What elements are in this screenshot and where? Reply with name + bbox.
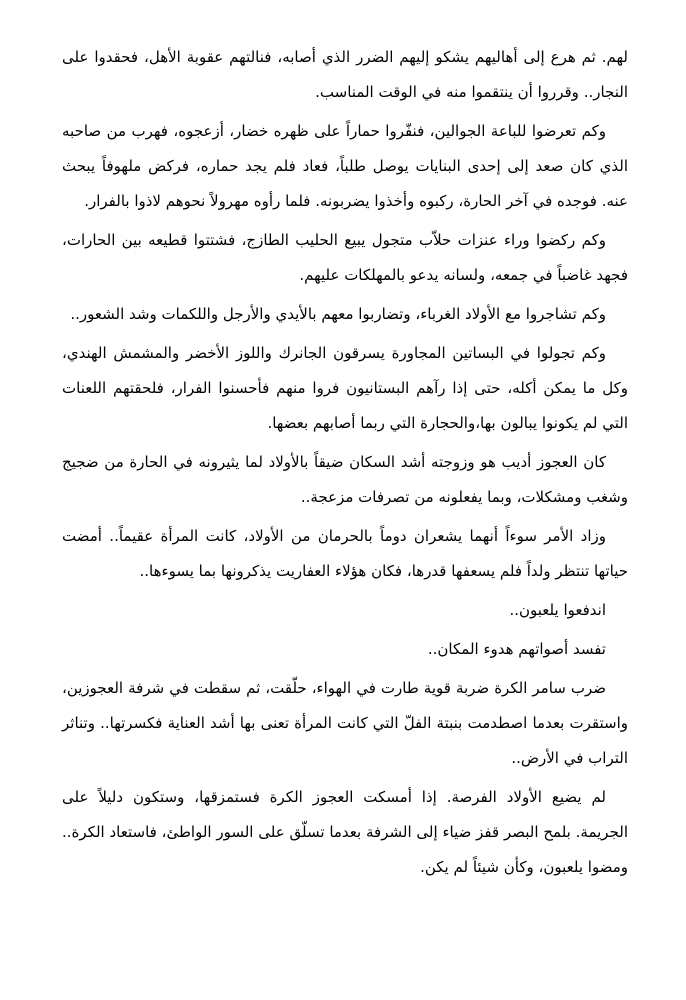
paragraph-10: ضرب سامر الكرة ضربة قوية طارت في الهواء، حلّقت، ثم سقطت في شرفة العجوزين، واستقرت بعدما اصطدمت بنبتة الفلّ التي كانت المرأة تعنى بها أشد العناية فكسرتها.. وتناثر التراب في الأرض.. [62,679,628,767]
paragraph-8: اندفعوا يلعبون.. [509,601,606,619]
paragraph-7: وزاد الأمر سوءاً أنهما يشعران دوماً بالحرمان من الأولاد، كانت المرأة عقيماً.. أمضت حياتها تنتظر ولداً فلم يسعفها قدرها، فكان هؤلاء العفاريت يذكرونها بما يسوءها.. [62,527,628,580]
paragraph-3: وكم ركضوا وراء عنزات حلاّب متجول يبيع الحليب الطازج، فشتتوا قطيعه بين الحارات، فجهد غاضباً في جمعه، ولسانه يدعو بالمهلكات عليهم. [62,231,628,284]
paragraph-1: لهم. ثم هرع إلى أهاليهم يشكو إليهم الضرر الذي أصابه، فنالتهم عقوبة الأهل، فحقدوا على النجار.. وقرروا أن ينتقموا منه في الوقت المناسب. [62,48,628,101]
paragraph-4: وكم تشاجروا مع الأولاد الغرباء، وتضاربوا معهم بالأيدي والأرجل واللكمات وشد الشعور.. [70,305,606,323]
paragraph-9: تفسد أصواتهم هدوء المكان.. [427,640,606,658]
paragraph-2: وكم تعرضوا للباعة الجوالين، فنفّروا حماراً على ظهره خضار، أزعجوه، فهرب من صاحبه الذي كان صعد إلى إحدى البنايات يوصل طلباً، فعاد فلم يجد حماره، فركض ملهوفاً يبحث عنه. فوجده في آخر الحارة، ركبوه وأخذوا يضربونه. فلما رأوه مهرولاً نحوهم لاذوا بالفرار. [62,122,628,210]
paragraph-5: وكم تجولوا في البساتين المجاورة يسرقون الجانرك واللوز الأخضر والمشمش الهندي، وكل ما يمكن أكله، حتى إذا رآهم البستانيون فروا منهم فأحسنوا الفرار، فلحقتهم اللعنات التي لم يكونوا يبالون بها،والحجارة التي ربما أصابهم بعضها. [62,344,628,432]
document-page [62,40,628,889]
paragraph-11: لم يضيع الأولاد الفرصة. إذا أمسكت العجوز الكرة فستمزقها، وستكون دليلاً على الجريمة. بلمح البصر قفز ضياء إلى الشرفة بعدما تسلّق على السور الواطئ، فاستعاد الكرة.. ومضوا يلعبون، وكأن شيئاً لم يكن. [62,788,628,876]
paragraph-6: كان العجوز أديب هو وزوجته أشد السكان ضيقاً بالأولاد لما يثيرونه في الحارة من ضجيج وشغب ومشكلات، وبما يفعلونه من تصرفات مزعجة.. [62,453,628,506]
